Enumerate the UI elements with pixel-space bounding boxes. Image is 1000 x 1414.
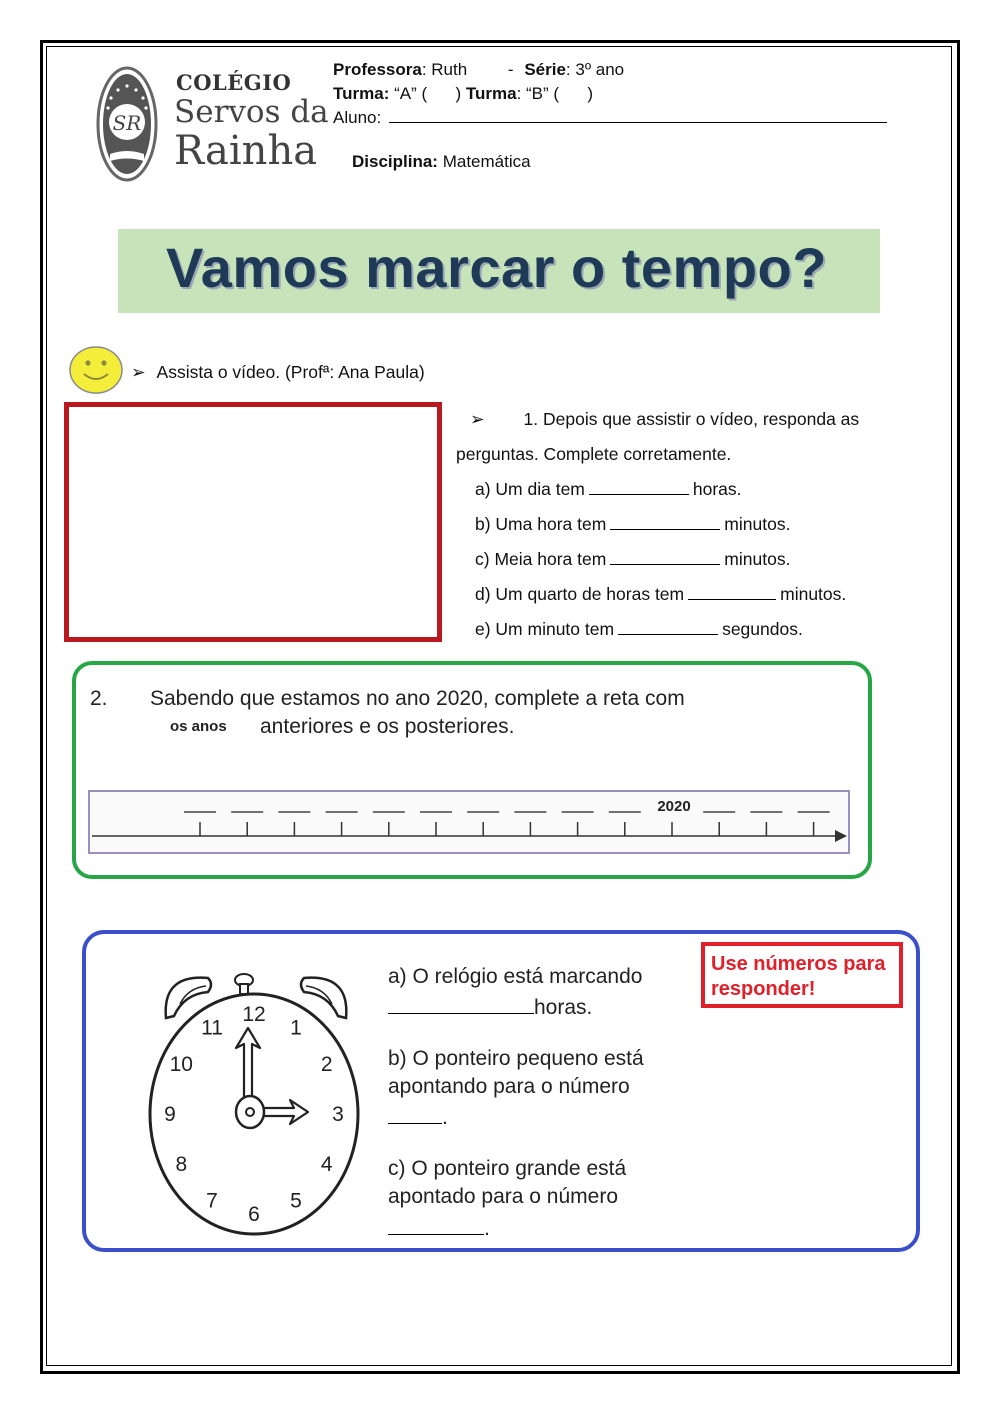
item-c-unit: minutos. [724,549,791,569]
question3-c-line1: c) O ponteiro grande está [388,1157,627,1180]
page-title: Vamos marcar o tempo? [166,236,827,299]
question1-intro-line2: perguntas. Complete corretamente. [456,444,732,464]
item-b-text: b) Uma hora tem [475,514,607,534]
header-subject-line [352,150,531,174]
question3-a-line1: a) O relógio está marcando [388,965,643,988]
question3-a-answer-blank[interactable] [388,991,534,1014]
question1-item-a [475,479,742,500]
question3-c-period: . [484,1217,490,1240]
question2-number: 2. [90,687,108,710]
timeline-year-2020: 2020 [657,798,691,815]
clock-number-8: 8 [175,1153,188,1176]
header-dash: - [507,60,514,79]
grade-label: Série [524,60,566,79]
item-e-unit: segundos. [722,619,803,639]
question2-line2b: anteriores e os posteriores. [260,715,515,738]
class-b-value[interactable]: : “B” ( ) [516,84,594,103]
class-b-label: Turma [465,84,517,103]
clock-number-7: 7 [206,1189,218,1213]
clock-number-1: 1 [290,1016,302,1040]
arrow-bullet-icon: ➢ [470,409,485,429]
item-c-answer-blank[interactable] [610,550,720,565]
clock-number-4: 4 [320,1153,333,1176]
teacher-label: Professora [333,60,422,79]
logo-line-servos: Servos da [174,94,329,130]
title-banner [118,229,880,313]
clock-number-9: 9 [164,1103,176,1126]
clock-number-10: 10 [169,1053,193,1076]
question3-b-line3 [388,1101,448,1132]
question3-c-line2: apontado para o número [388,1185,619,1208]
video-instruction-text: Assista o vídeo. (Profª: Ana Paula) [156,362,425,382]
clock-number-5: 5 [290,1189,302,1213]
question3-b-answer-blank[interactable] [388,1101,442,1124]
item-c-text: c) Meia hora tem [475,549,607,569]
logo-monogram: SR [112,111,142,135]
question2-line1: Sabendo que estamos no ano 2020, complete a reta com [150,687,685,710]
question1-intro-line1 [470,409,859,430]
question3-a-unit: horas. [534,996,593,1019]
item-d-unit: minutos. [780,584,847,604]
question2-line2a: os anos [170,718,227,735]
question1-intro-text1: 1. Depois que assistir o vídeo, responda as [523,409,860,429]
use-numbers-note-text: Use números para responder! [711,953,886,1000]
logo-line-rainha: Rainha [174,128,318,174]
school-logo-icon [96,66,158,182]
teacher-value: : Ruth [421,60,468,79]
clock-number-12: 12 [242,1003,266,1026]
video-placeholder[interactable] [64,402,442,642]
timeline-number-line [88,790,850,854]
logo-line-colegio: COLÉGIO [176,70,292,95]
clock-number-3: 3 [332,1103,344,1126]
header-class-line [333,82,593,106]
question3-c-line3 [388,1212,490,1243]
question3-a-line2 [388,991,592,1022]
question1-item-e [475,619,803,640]
student-name-field[interactable] [389,106,887,123]
item-a-unit: horas. [692,479,742,499]
header-teacher-line [333,58,624,82]
question3-b-line2: apontando para o número [388,1075,630,1098]
item-e-answer-blank[interactable] [618,620,718,635]
arrow-bullet-icon: ➢ [131,362,146,382]
question3-b-period: . [442,1106,448,1129]
class-a-label: Turma: [333,84,390,103]
item-b-answer-blank[interactable] [610,515,720,530]
item-b-unit: minutos. [724,514,791,534]
question1-item-c [475,549,790,570]
video-instruction [131,362,425,382]
item-d-text: d) Um quarto de horas tem [475,584,685,604]
item-e-text: e) Um minuto tem [475,619,615,639]
student-label: Aluno: [333,108,382,127]
question1-item-b [475,514,790,535]
item-a-text: a) Um dia tem [475,479,585,499]
alarm-clock-icon [144,964,368,1240]
use-numbers-note [701,942,903,1008]
item-d-answer-blank[interactable] [688,585,776,600]
item-a-answer-blank[interactable] [589,480,689,495]
header-student-line [333,106,887,130]
question3-c-answer-blank[interactable] [388,1212,484,1235]
smiley-icon [69,346,123,394]
subject-value: Matemática [442,152,531,171]
clock-number-2: 2 [320,1053,333,1076]
question1-item-d [475,584,846,605]
class-a-value[interactable]: “A” ( ) [394,84,462,103]
clock-number-6: 6 [248,1203,260,1226]
question3-b-line1: b) O ponteiro pequeno está [388,1047,644,1070]
grade-value: : 3º ano [565,60,625,79]
clock-number-11: 11 [201,1016,223,1040]
subject-label: Disciplina: [352,152,438,171]
